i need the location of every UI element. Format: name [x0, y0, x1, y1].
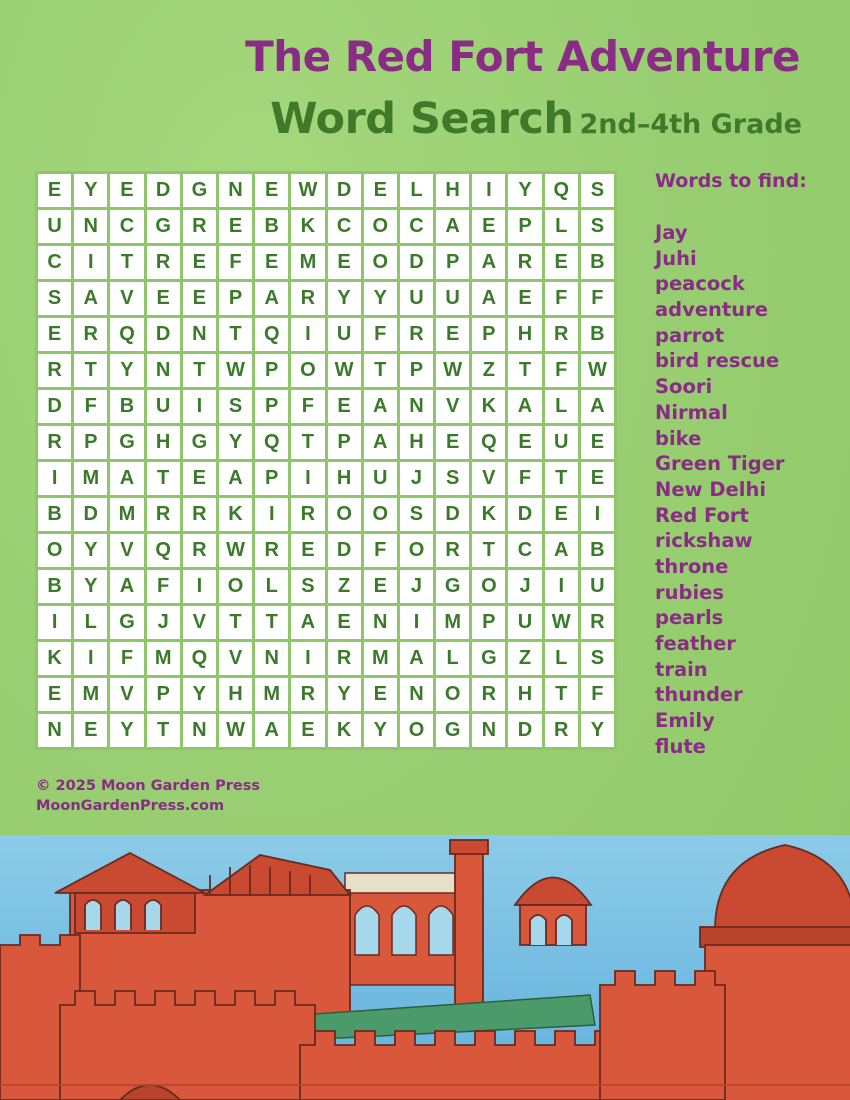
grid-letter-r2-c1[interactable]: U [38, 210, 71, 243]
grid-letter-r6-c15[interactable]: F [545, 354, 578, 387]
grid-letter-r7-c14[interactable]: A [508, 390, 541, 423]
grid-letter-r13-c3[interactable]: G [110, 606, 143, 639]
word-list-item: pearls [655, 606, 724, 630]
grid-letter-r11-c2[interactable]: Y [74, 534, 107, 567]
grid-letter-r12-c7[interactable]: L [255, 570, 288, 603]
word-list-item: Soori [655, 375, 713, 399]
grid-letter-r14-c15[interactable]: L [545, 642, 578, 675]
grid-letter-r15-c9[interactable]: Y [328, 678, 361, 711]
grid-letter-r5-c7[interactable]: Q [255, 318, 288, 351]
grid-letter-r9-c1[interactable]: I [38, 462, 71, 495]
grid-letter-r14-c14[interactable]: Z [508, 642, 541, 675]
grid-letter-r8-c8[interactable]: T [291, 426, 324, 459]
grid-letter-r6-c3[interactable]: Y [110, 354, 143, 387]
grid-letter-r15-c16[interactable]: F [581, 678, 614, 711]
grid-letter-r1-c16[interactable]: S [581, 174, 614, 207]
grid-letter-r16-c11[interactable]: O [400, 714, 433, 747]
word-list-item: train [655, 657, 708, 681]
word-list-item: throne [655, 554, 729, 578]
grid-letter-r12-c11[interactable]: J [400, 570, 433, 603]
grid-letter-r5-c12[interactable]: E [436, 318, 469, 351]
grid-letter-r10-c9[interactable]: O [328, 498, 361, 531]
grid-letter-r6-c4[interactable]: N [147, 354, 180, 387]
grid-letter-r16-c12[interactable]: G [436, 714, 469, 747]
grid-letter-r3-c10[interactable]: O [364, 246, 397, 279]
grid-letter-r10-c7[interactable]: I [255, 498, 288, 531]
grid-letter-r14-c2[interactable]: I [74, 642, 107, 675]
grid-letter-r8-c5[interactable]: G [183, 426, 216, 459]
grid-letter-r2-c12[interactable]: A [436, 210, 469, 243]
grid-letter-r3-c8[interactable]: M [291, 246, 324, 279]
grid-letter-r16-c5[interactable]: N [183, 714, 216, 747]
grid-letter-r7-c15[interactable]: L [545, 390, 578, 423]
grid-letter-r14-c8[interactable]: I [291, 642, 324, 675]
grid-letter-r3-c12[interactable]: P [436, 246, 469, 279]
grid-letter-r1-c11[interactable]: L [400, 174, 433, 207]
grid-letter-r14-c1[interactable]: K [38, 642, 71, 675]
grid-letter-r10-c4[interactable]: R [147, 498, 180, 531]
word-list-item: Emily [655, 709, 715, 733]
subtitle-text: Word Search [270, 94, 574, 144]
grid-letter-r16-c6[interactable]: W [219, 714, 252, 747]
grid-letter-r15-c11[interactable]: N [400, 678, 433, 711]
grid-letter-r10-c10[interactable]: O [364, 498, 397, 531]
grid-letter-r2-c2[interactable]: N [74, 210, 107, 243]
grid-letter-r15-c10[interactable]: E [364, 678, 397, 711]
grid-letter-r16-c9[interactable]: K [328, 714, 361, 747]
grid-letter-r8-c1[interactable]: R [38, 426, 71, 459]
grid-letter-r10-c2[interactable]: D [74, 498, 107, 531]
red-fort-illustration [0, 835, 850, 1100]
grid-letter-r5-c14[interactable]: H [508, 318, 541, 351]
grid-letter-r3-c11[interactable]: D [400, 246, 433, 279]
word-list-item: adventure [655, 298, 768, 322]
grid-letter-r13-c10[interactable]: N [364, 606, 397, 639]
grid-letter-r11-c9[interactable]: D [328, 534, 361, 567]
grid-letter-r11-c10[interactable]: F [364, 534, 397, 567]
grid-letter-r7-c10[interactable]: A [364, 390, 397, 423]
grid-letter-r2-c7[interactable]: B [255, 210, 288, 243]
grid-letter-r4-c12[interactable]: U [436, 282, 469, 315]
grid-letter-r6-c9[interactable]: W [328, 354, 361, 387]
grid-letter-r6-c16[interactable]: W [581, 354, 614, 387]
word-list-item: flute [655, 734, 706, 758]
word-list-item: thunder [655, 683, 743, 707]
grid-letter-r6-c1[interactable]: R [38, 354, 71, 387]
grid-letter-r1-c1[interactable]: E [38, 174, 71, 207]
grid-letter-r13-c16[interactable]: R [581, 606, 614, 639]
grid-letter-r16-c13[interactable]: N [472, 714, 505, 747]
grid-letter-r1-c8[interactable]: W [291, 174, 324, 207]
word-list-item: Red Fort [655, 503, 749, 527]
grid-letter-r11-c5[interactable]: R [183, 534, 216, 567]
grid-letter-r14-c13[interactable]: G [472, 642, 505, 675]
grid-letter-r2-c8[interactable]: K [291, 210, 324, 243]
grid-letter-r7-c5[interactable]: I [183, 390, 216, 423]
grid-letter-r14-c9[interactable]: R [328, 642, 361, 675]
grid-letter-r2-c10[interactable]: O [364, 210, 397, 243]
grid-letter-r2-c9[interactable]: C [328, 210, 361, 243]
grid-letter-r3-c13[interactable]: A [472, 246, 505, 279]
minaret [450, 840, 488, 1020]
grid-letter-r12-c6[interactable]: O [219, 570, 252, 603]
grid-letter-r9-c3[interactable]: A [110, 462, 143, 495]
grid-letter-r4-c11[interactable]: U [400, 282, 433, 315]
grid-letter-r3-c2[interactable]: I [74, 246, 107, 279]
grid-letter-r12-c2[interactable]: Y [74, 570, 107, 603]
grid-letter-r8-c16[interactable]: E [581, 426, 614, 459]
footer-credits [36, 776, 260, 816]
grid-letter-r3-c9[interactable]: E [328, 246, 361, 279]
grid-letter-r5-c11[interactable]: R [400, 318, 433, 351]
grid-letter-r13-c2[interactable]: L [74, 606, 107, 639]
word-list-item: bike [655, 426, 702, 450]
grid-letter-r6-c11[interactable]: P [400, 354, 433, 387]
grid-letter-r15-c12[interactable]: O [436, 678, 469, 711]
grid-letter-r8-c7[interactable]: Q [255, 426, 288, 459]
grid-letter-r1-c4[interactable]: D [147, 174, 180, 207]
grid-letter-r11-c7[interactable]: R [255, 534, 288, 567]
grid-letter-r11-c12[interactable]: R [436, 534, 469, 567]
word-list-item: bird rescue [655, 349, 780, 373]
grid-letter-r9-c7[interactable]: P [255, 462, 288, 495]
grid-letter-r2-c4[interactable]: G [147, 210, 180, 243]
grid-letter-r4-c1[interactable]: S [38, 282, 71, 315]
grid-letter-r8-c14[interactable]: E [508, 426, 541, 459]
grid-letter-r14-c11[interactable]: A [400, 642, 433, 675]
grid-letter-r5-c1[interactable]: E [38, 318, 71, 351]
grid-letter-r9-c12[interactable]: S [436, 462, 469, 495]
grid-letter-r13-c1[interactable]: I [38, 606, 71, 639]
grid-letter-r14-c16[interactable]: S [581, 642, 614, 675]
grid-letter-r5-c9[interactable]: U [328, 318, 361, 351]
grid-letter-r14-c3[interactable]: F [110, 642, 143, 675]
word-list [655, 220, 785, 759]
grid-letter-r9-c13[interactable]: V [472, 462, 505, 495]
grid-letter-r15-c6[interactable]: H [219, 678, 252, 711]
grid-letter-r16-c4[interactable]: T [147, 714, 180, 747]
grid-letter-r13-c8[interactable]: A [291, 606, 324, 639]
grid-letter-r2-c11[interactable]: C [400, 210, 433, 243]
grid-letter-r6-c10[interactable]: T [364, 354, 397, 387]
grid-letter-r1-c10[interactable]: E [364, 174, 397, 207]
grid-letter-r7-c1[interactable]: D [38, 390, 71, 423]
grid-letter-r7-c3[interactable]: B [110, 390, 143, 423]
grid-letter-r5-c3[interactable]: Q [110, 318, 143, 351]
word-list-item: Green Tiger [655, 452, 785, 476]
grid-letter-r7-c9[interactable]: E [328, 390, 361, 423]
grid-letter-r16-c7[interactable]: A [255, 714, 288, 747]
grid-letter-r12-c10[interactable]: E [364, 570, 397, 603]
grid-letter-r15-c2[interactable]: M [74, 678, 107, 711]
grid-letter-r12-c9[interactable]: Z [328, 570, 361, 603]
grid-letter-r12-c1[interactable]: B [38, 570, 71, 603]
grid-letter-r5-c6[interactable]: T [219, 318, 252, 351]
grid-letter-r4-c8[interactable]: R [291, 282, 324, 315]
word-list-item: feather [655, 632, 736, 655]
grid-letter-r7-c4[interactable]: U [147, 390, 180, 423]
grid-letter-r4-c16[interactable]: F [581, 282, 614, 315]
grid-letter-r8-c6[interactable]: Y [219, 426, 252, 459]
word-list-item: peacock [655, 272, 745, 296]
grid-letter-r9-c10[interactable]: U [364, 462, 397, 495]
grid-letter-r13-c15[interactable]: W [545, 606, 578, 639]
grid-letter-r14-c12[interactable]: L [436, 642, 469, 675]
grid-letter-r1-c9[interactable]: D [328, 174, 361, 207]
grid-letter-r13-c9[interactable]: E [328, 606, 361, 639]
grid-letter-r2-c16[interactable]: S [581, 210, 614, 243]
grid-letter-r1-c5[interactable]: G [183, 174, 216, 207]
grid-letter-r4-c13[interactable]: A [472, 282, 505, 315]
grid-letter-r10-c5[interactable]: R [183, 498, 216, 531]
grid-letter-r6-c14[interactable]: T [508, 354, 541, 387]
grid-letter-r10-c1[interactable]: B [38, 498, 71, 531]
grid-letter-r4-c3[interactable]: V [110, 282, 143, 315]
word-list-item: parrot [655, 323, 725, 347]
grid-letter-r3-c5[interactable]: E [183, 246, 216, 279]
grid-letter-r9-c9[interactable]: H [328, 462, 361, 495]
grid-letter-r1-c13[interactable]: I [472, 174, 505, 207]
grid-letter-r1-c2[interactable]: Y [74, 174, 107, 207]
word-list-item: rubies [655, 580, 724, 604]
grid-letter-r1-c6[interactable]: N [219, 174, 252, 207]
grid-letter-r15-c14[interactable]: H [508, 678, 541, 711]
grid-letter-r3-c4[interactable]: R [147, 246, 180, 279]
grid-letter-r7-c12[interactable]: V [436, 390, 469, 423]
grid-letter-r11-c3[interactable]: V [110, 534, 143, 567]
grid-letter-r11-c13[interactable]: T [472, 534, 505, 567]
grid-letter-r12-c14[interactable]: J [508, 570, 541, 603]
grid-letter-r5-c15[interactable]: R [545, 318, 578, 351]
grid-letter-r8-c4[interactable]: H [147, 426, 180, 459]
grid-letter-r8-c9[interactable]: P [328, 426, 361, 459]
grid-letter-r6-c12[interactable]: W [436, 354, 469, 387]
grid-letter-r8-c3[interactable]: G [110, 426, 143, 459]
grid-letter-r2-c13[interactable]: E [472, 210, 505, 243]
grid-letter-r15-c1[interactable]: E [38, 678, 71, 711]
website-text: MoonGardenPress.com [36, 798, 225, 814]
grid-letter-r1-c12[interactable]: H [436, 174, 469, 207]
grid-letter-r10-c3[interactable]: M [110, 498, 143, 531]
page-title: The Red Fort Adventure [245, 32, 800, 81]
grid-letter-r10-c6[interactable]: K [219, 498, 252, 531]
grid-letter-r10-c11[interactable]: S [400, 498, 433, 531]
grid-letter-r4-c14[interactable]: E [508, 282, 541, 315]
grid-letter-r7-c6[interactable]: S [219, 390, 252, 423]
grid-letter-r6-c7[interactable]: P [255, 354, 288, 387]
grid-letter-r11-c14[interactable]: C [508, 534, 541, 567]
grid-letter-r14-c6[interactable]: V [219, 642, 252, 675]
grid-letter-r12-c15[interactable]: I [545, 570, 578, 603]
grid-letter-r4-c6[interactable]: P [219, 282, 252, 315]
grid-letter-r15-c8[interactable]: R [291, 678, 324, 711]
grid-letter-r13-c7[interactable]: T [255, 606, 288, 639]
grid-letter-r16-c8[interactable]: E [291, 714, 324, 747]
grid-letter-r2-c6[interactable]: E [219, 210, 252, 243]
grid-letter-r2-c15[interactable]: L [545, 210, 578, 243]
grid-letter-r3-c7[interactable]: E [255, 246, 288, 279]
grid-letter-r15-c15[interactable]: T [545, 678, 578, 711]
grid-letter-r9-c11[interactable]: J [400, 462, 433, 495]
grid-letter-r11-c8[interactable]: E [291, 534, 324, 567]
grid-letter-r14-c5[interactable]: Q [183, 642, 216, 675]
grid-letter-r5-c10[interactable]: F [364, 318, 397, 351]
grid-letter-r12-c5[interactable]: I [183, 570, 216, 603]
word-list-item: rickshaw [655, 529, 753, 553]
grid-letter-r12-c13[interactable]: O [472, 570, 505, 603]
grid-letter-r5-c13[interactable]: P [472, 318, 505, 351]
grid-letter-r3-c15[interactable]: E [545, 246, 578, 279]
grid-letter-r10-c8[interactable]: R [291, 498, 324, 531]
grid-letter-r4-c5[interactable]: E [183, 282, 216, 315]
grid-letter-r9-c14[interactable]: F [508, 462, 541, 495]
grid-letter-r8-c15[interactable]: U [545, 426, 578, 459]
grid-letter-r4-c9[interactable]: Y [328, 282, 361, 315]
grid-letter-r8-c13[interactable]: Q [472, 426, 505, 459]
grid-letter-r2-c5[interactable]: R [183, 210, 216, 243]
grid-letter-r10-c12[interactable]: D [436, 498, 469, 531]
grid-letter-r16-c3[interactable]: Y [110, 714, 143, 747]
grid-letter-r12-c8[interactable]: S [291, 570, 324, 603]
word-list-item: Jay [655, 221, 688, 244]
grid-letter-r15-c7[interactable]: M [255, 678, 288, 711]
word-list-item: New Delhi [655, 477, 767, 501]
grid-letter-r16-c2[interactable]: E [74, 714, 107, 747]
grid-letter-r13-c5[interactable]: V [183, 606, 216, 639]
grid-letter-r6-c13[interactable]: Z [472, 354, 505, 387]
grid-letter-r7-c8[interactable]: F [291, 390, 324, 423]
grid-letter-r8-c10[interactable]: A [364, 426, 397, 459]
grid-letter-r9-c16[interactable]: E [581, 462, 614, 495]
grid-letter-r12-c16[interactable]: U [581, 570, 614, 603]
grid-letter-r7-c7[interactable]: P [255, 390, 288, 423]
grid-letter-r15-c4[interactable]: P [147, 678, 180, 711]
grid-letter-r15-c3[interactable]: V [110, 678, 143, 711]
grid-letter-r12-c4[interactable]: F [147, 570, 180, 603]
grid-letter-r5-c4[interactable]: D [147, 318, 180, 351]
grid-letter-r16-c14[interactable]: D [508, 714, 541, 747]
grid-letter-r9-c2[interactable]: M [74, 462, 107, 495]
grid-letter-r8-c11[interactable]: H [400, 426, 433, 459]
grid-letter-r10-c13[interactable]: K [472, 498, 505, 531]
grid-letter-r13-c11[interactable]: I [400, 606, 433, 639]
grid-letter-r8-c2[interactable]: P [74, 426, 107, 459]
grid-letter-r5-c16[interactable]: B [581, 318, 614, 351]
grid-letter-r9-c8[interactable]: I [291, 462, 324, 495]
grid-letter-r1-c3[interactable]: E [110, 174, 143, 207]
grid-letter-r14-c10[interactable]: M [364, 642, 397, 675]
grid-letter-r3-c3[interactable]: T [110, 246, 143, 279]
grid-letter-r14-c4[interactable]: M [147, 642, 180, 675]
grid-letter-r13-c14[interactable]: U [508, 606, 541, 639]
grid-letter-r8-c12[interactable]: E [436, 426, 469, 459]
grid-letter-r4-c15[interactable]: F [545, 282, 578, 315]
grid-letter-r9-c6[interactable]: A [219, 462, 252, 495]
word-list-item: Juhi [655, 246, 697, 270]
grid-letter-r13-c4[interactable]: J [147, 606, 180, 639]
word-list-item: Nirmal [655, 400, 728, 424]
grid-letter-r13-c13[interactable]: P [472, 606, 505, 639]
grid-letter-r10-c15[interactable]: E [545, 498, 578, 531]
grid-letter-r1-c14[interactable]: Y [508, 174, 541, 207]
grid-letter-r11-c1[interactable]: O [38, 534, 71, 567]
grid-letter-r3-c16[interactable]: B [581, 246, 614, 279]
grid-letter-r2-c14[interactable]: P [508, 210, 541, 243]
grid-letter-r7-c2[interactable]: F [74, 390, 107, 423]
grid-letter-r11-c15[interactable]: A [545, 534, 578, 567]
word-search-grid [35, 171, 617, 750]
grid-letter-r13-c12[interactable]: M [436, 606, 469, 639]
grid-letter-r16-c10[interactable]: Y [364, 714, 397, 747]
word-list-heading: Words to find: [655, 170, 807, 192]
grid-letter-r9-c4[interactable]: T [147, 462, 180, 495]
copyright-text: © 2025 Moon Garden Press [36, 778, 260, 794]
grid-letter-r11-c6[interactable]: W [219, 534, 252, 567]
grid-letter-r10-c14[interactable]: D [508, 498, 541, 531]
grid-letter-r16-c16[interactable]: Y [581, 714, 614, 747]
grid-letter-r1-c7[interactable]: E [255, 174, 288, 207]
grid-letter-r5-c2[interactable]: R [74, 318, 107, 351]
grid-letter-r3-c6[interactable]: F [219, 246, 252, 279]
grid-letter-r6-c8[interactable]: O [291, 354, 324, 387]
grid-letter-r7-c11[interactable]: N [400, 390, 433, 423]
grid-letter-r4-c2[interactable]: A [74, 282, 107, 315]
grid-letter-r4-c4[interactable]: E [147, 282, 180, 315]
grid-letter-r4-c10[interactable]: Y [364, 282, 397, 315]
grid-letter-r3-c14[interactable]: R [508, 246, 541, 279]
grid-letter-r6-c5[interactable]: T [183, 354, 216, 387]
grid-letter-r15-c13[interactable]: R [472, 678, 505, 711]
grid-letter-r6-c6[interactable]: W [219, 354, 252, 387]
page-subtitle [270, 94, 802, 144]
grade-level: 2nd–4th Grade [579, 109, 802, 140]
grid-letter-r12-c12[interactable]: G [436, 570, 469, 603]
grid-letter-r4-c7[interactable]: A [255, 282, 288, 315]
grid-letter-r16-c1[interactable]: N [38, 714, 71, 747]
grid-letter-r5-c8[interactable]: I [291, 318, 324, 351]
grid-letter-r1-c15[interactable]: Q [545, 174, 578, 207]
grid-letter-r3-c1[interactable]: C [38, 246, 71, 279]
grid-letter-r16-c15[interactable]: R [545, 714, 578, 747]
grid-letter-r14-c7[interactable]: N [255, 642, 288, 675]
grid-letter-r11-c4[interactable]: Q [147, 534, 180, 567]
grid-letter-r12-c3[interactable]: A [110, 570, 143, 603]
grid-letter-r10-c16[interactable]: I [581, 498, 614, 531]
grid-letter-r13-c6[interactable]: T [219, 606, 252, 639]
grid-letter-r5-c5[interactable]: N [183, 318, 216, 351]
grid-letter-r9-c5[interactable]: E [183, 462, 216, 495]
grid-letter-r11-c16[interactable]: B [581, 534, 614, 567]
grid-letter-r11-c11[interactable]: O [400, 534, 433, 567]
grid-letter-r2-c3[interactable]: C [110, 210, 143, 243]
grid-letter-r7-c16[interactable]: A [581, 390, 614, 423]
grid-letter-r15-c5[interactable]: Y [183, 678, 216, 711]
grid-letter-r6-c2[interactable]: T [74, 354, 107, 387]
grid-letter-r7-c13[interactable]: K [472, 390, 505, 423]
grid-letter-r9-c15[interactable]: T [545, 462, 578, 495]
